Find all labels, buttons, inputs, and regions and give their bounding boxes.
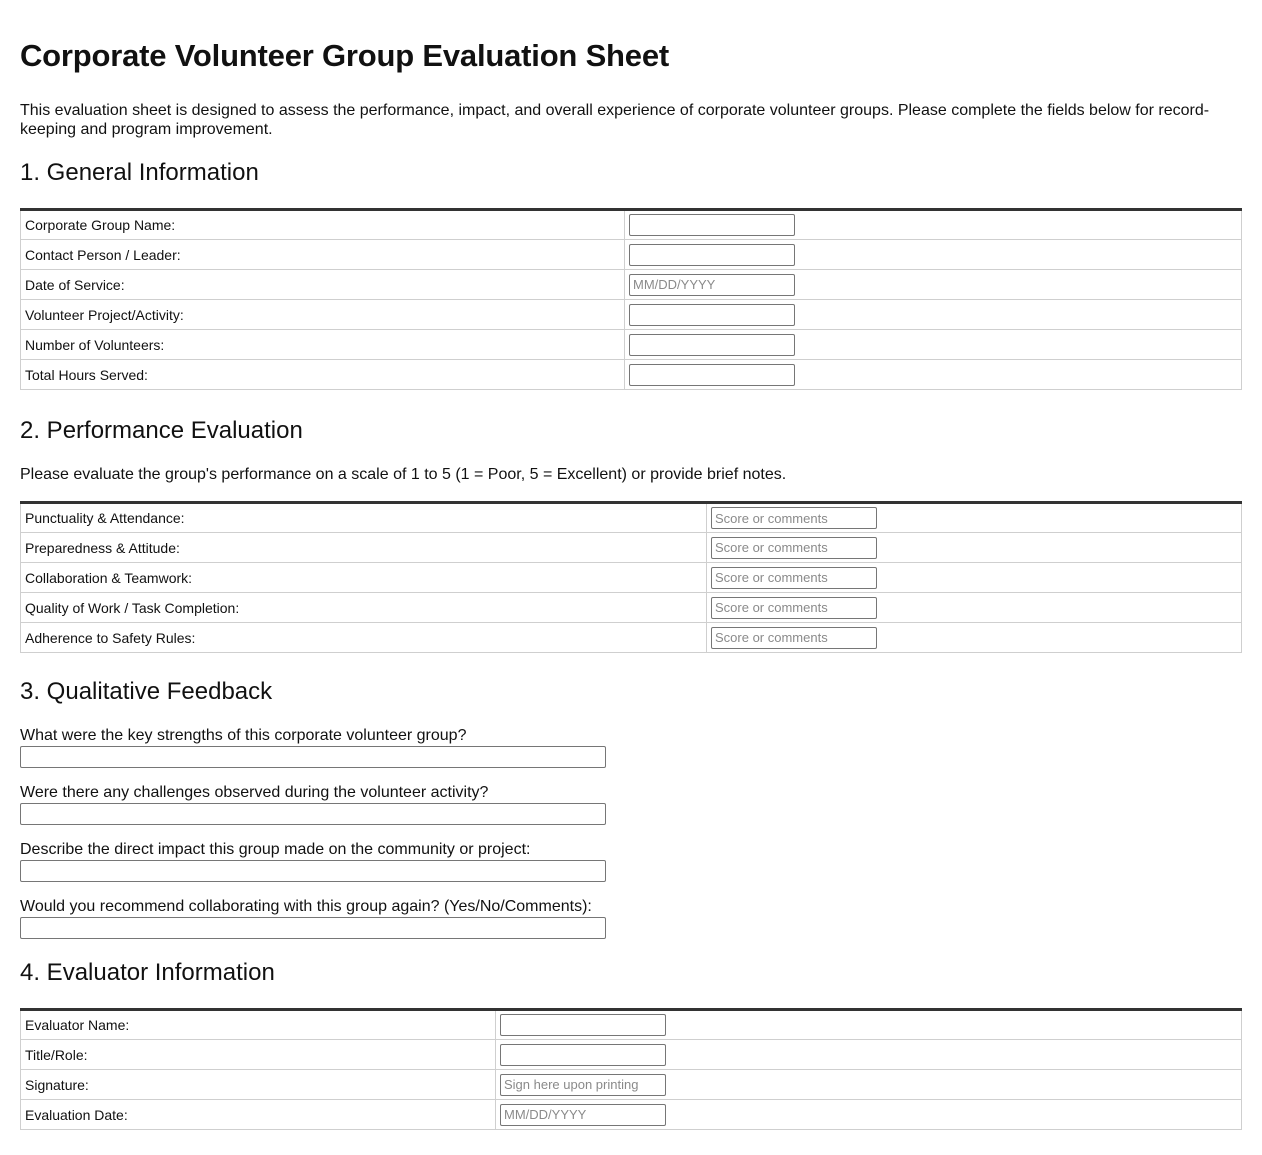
question-label-challenges: Were there any challenges observed during the volunteer activity? <box>20 784 489 801</box>
field-label-title-role: Title/Role: <box>21 1040 496 1070</box>
challenges-input[interactable] <box>20 803 606 825</box>
table-row <box>21 330 1242 360</box>
group-name-input[interactable] <box>629 214 795 236</box>
section-heading-performance: 2. Performance Evaluation <box>20 417 303 444</box>
field-label-project-activity: Volunteer Project/Activity: <box>21 300 625 330</box>
field-label-number-of-volunteers: Number of Volunteers: <box>21 330 625 360</box>
table-row <box>21 1100 1242 1130</box>
criterion-label-quality-of-work: Quality of Work / Task Completion: <box>21 593 707 623</box>
section-heading-evaluator: 4. Evaluator Information <box>20 959 275 986</box>
table-row <box>21 503 1242 533</box>
page-title: Corporate Volunteer Group Evaluation Sheet <box>20 38 670 73</box>
collaboration-score-input[interactable] <box>711 567 877 589</box>
field-label-evaluation-date: Evaluation Date: <box>21 1100 496 1130</box>
contact-person-input[interactable] <box>629 244 795 266</box>
table-row <box>21 1040 1242 1070</box>
table-row <box>21 240 1242 270</box>
table-row <box>21 360 1242 390</box>
safety-score-input[interactable] <box>711 627 877 649</box>
evaluator-table <box>20 1008 1242 1130</box>
quality-of-work-score-input[interactable] <box>711 597 877 619</box>
criterion-label-safety: Adherence to Safety Rules: <box>21 623 707 653</box>
criterion-label-preparedness: Preparedness & Attitude: <box>21 533 707 563</box>
table-row <box>21 533 1242 563</box>
preparedness-score-input[interactable] <box>711 537 877 559</box>
table-row <box>21 1070 1242 1100</box>
title-role-input[interactable] <box>500 1044 666 1066</box>
evaluator-name-input[interactable] <box>500 1014 666 1036</box>
strengths-input[interactable] <box>20 746 606 768</box>
field-label-signature: Signature: <box>21 1070 496 1100</box>
table-row <box>21 300 1242 330</box>
field-label-date-of-service: Date of Service: <box>21 270 625 300</box>
impact-input[interactable] <box>20 860 606 882</box>
table-row <box>21 623 1242 653</box>
signature-input[interactable] <box>500 1074 666 1096</box>
project-activity-input[interactable] <box>629 304 795 326</box>
section-heading-general: 1. General Information <box>20 159 259 186</box>
general-info-table <box>20 208 1242 390</box>
field-label-group-name: Corporate Group Name: <box>21 210 625 240</box>
field-label-contact-person: Contact Person / Leader: <box>21 240 625 270</box>
table-row <box>21 270 1242 300</box>
section-heading-feedback: 3. Qualitative Feedback <box>20 678 273 705</box>
performance-instructions: Please evaluate the group's performance on a scale of 1 to 5 (1 = Poor, 5 = Excellent) or provide brief notes. <box>20 466 787 483</box>
date-of-service-input[interactable] <box>629 274 795 296</box>
field-label-evaluator-name: Evaluator Name: <box>21 1010 496 1040</box>
table-row <box>21 563 1242 593</box>
table-row <box>21 1010 1242 1040</box>
question-label-recommend: Would you recommend collaborating with this group again? (Yes/No/Comments): <box>20 898 592 915</box>
intro-text: This evaluation sheet is designed to assess the performance, impact, and overall experience of corporate volunteer groups. Please complete the fields below for record-keeping and program improvement. <box>20 102 1210 138</box>
performance-table <box>20 501 1242 653</box>
criterion-label-punctuality: Punctuality & Attendance: <box>21 503 707 533</box>
criterion-label-collaboration: Collaboration & Teamwork: <box>21 563 707 593</box>
number-of-volunteers-input[interactable] <box>629 334 795 356</box>
table-row <box>21 593 1242 623</box>
question-label-strengths: What were the key strengths of this corporate volunteer group? <box>20 727 467 744</box>
recommend-input[interactable] <box>20 917 606 939</box>
table-row <box>21 210 1242 240</box>
punctuality-score-input[interactable] <box>711 507 877 529</box>
total-hours-input[interactable] <box>629 364 795 386</box>
evaluation-date-input[interactable] <box>500 1104 666 1126</box>
question-label-impact: Describe the direct impact this group made on the community or project: <box>20 841 531 858</box>
field-label-total-hours: Total Hours Served: <box>21 360 625 390</box>
